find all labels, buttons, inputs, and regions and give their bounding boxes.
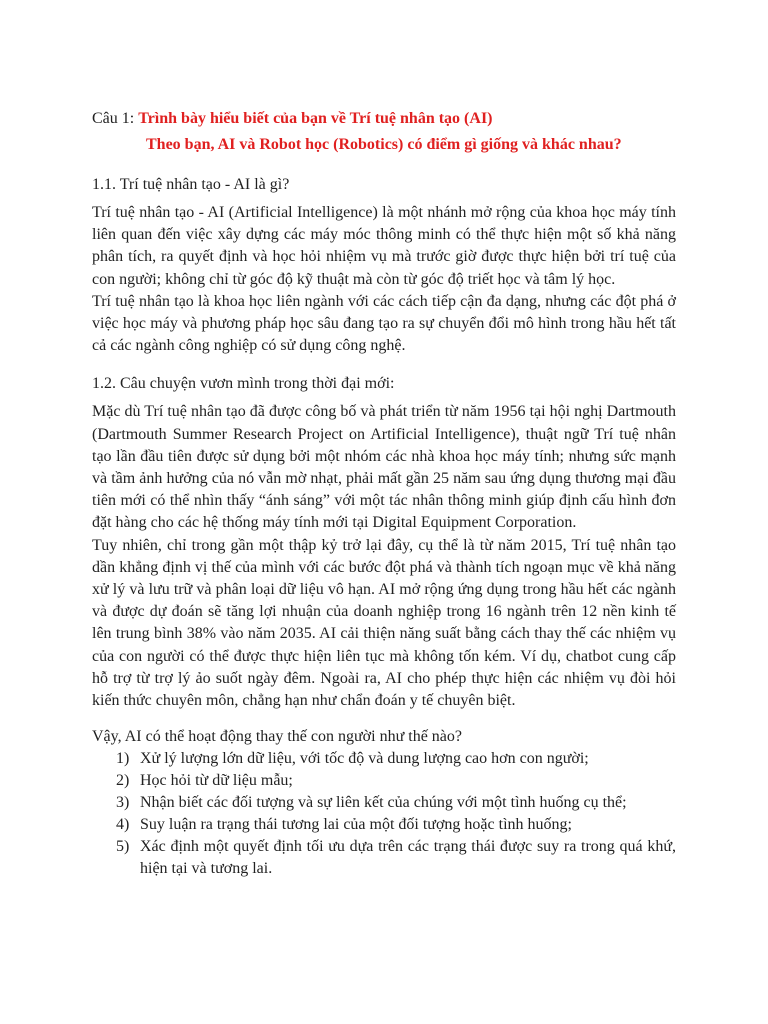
section-1-heading: 1.1. Trí tuệ nhân tạo - AI là gì? [92,176,290,193]
list-item-number: 3) [116,794,130,812]
list-intro: Vậy, AI có thể hoạt động thay thế con người như thế nào? [92,728,463,746]
list-item-text: Xác định một quyết định tối ưu dựa trên các trạng thái được suy ra trong quá khứ, hiện tại và tương lai. [140,838,676,878]
question-title [92,106,676,132]
question-line-2: Theo bạn, AI và Robot học (Robotics) có điểm gì giống và khác nhau? [146,136,622,153]
capabilities-list [92,748,676,880]
list-item-text: Nhận biết các đối tượng và sự liên kết của chúng với một tình huống cụ thể; [140,794,627,812]
section-1-paragraph-2: Trí tuệ nhân tạo là khoa học liên ngành với các cách tiếp cận đa dạng, nhưng các đột phá ở việc học máy và phương pháp học sâu đang tạo ra sự chuyển đổi mô hình trong hầu hết tất cả các ngành công nghiệp có sử dụng công nghệ. [92,292,676,355]
question-number: Câu 1: [92,110,139,127]
list-item-text: Suy luận ra trạng thái tương lai của một đối tượng hoặc tình huống; [140,816,572,834]
list-item-number: 2) [116,772,130,790]
list-item [92,792,676,814]
section-2-paragraph-2: Tuy nhiên, chỉ trong gần một thập kỷ trở lại đây, cụ thể là từ năm 2015, Trí tuệ nhân tạo dần khẳng định vị thế của mình với các bước đột phá và thành tích ngoạn mục về khả năng xử lý và lưu trữ và phân loại dữ liệu vô hạn. AI mở rộng ứng dụng trong hầu hết các ngành và được dự đoán sẽ tăng lợi nhuận của doanh nghiệp trong 16 ngành trên 12 nền kinh tế lên trung bình 38% vào năm 2035. AI cải thiện năng suất bằng cách thay thế các nhiệm vụ của con người có thể được thực hiện liên tục mà không tốn kém. Ví dụ, chatbot cung cấp hỗ trợ từ trợ lý ảo suốt ngày đêm. Ngoài ra, AI cho phép thực hiện các nhiệm vụ đòi hỏi kiến thức chuyên môn, chẳng hạn như chẩn đoán y tế chuyên biệt. [92,536,676,710]
question-line-1: Trình bày hiểu biết của bạn về Trí tuệ nhân tạo (AI) [138,110,493,127]
list-item [92,770,676,792]
section-2-heading: 1.2. Câu chuyện vươn mình trong thời đại mới: [92,375,395,393]
list-item [92,748,676,770]
list-item-text: Học hỏi từ dữ liệu mẫu; [140,772,293,790]
list-item [92,836,676,880]
list-item-number: 4) [116,816,130,834]
list-item-text: Xử lý lượng lớn dữ liệu, với tốc độ và dung lượng cao hơn con người; [140,750,589,768]
list-item [92,814,676,836]
section-2-paragraph-1: Mặc dù Trí tuệ nhân tạo đã được công bố và phát triển từ năm 1956 tại hội nghị Dartmouth (Dartmouth Summer Research Project on Artificial Intelligence), thuật ngữ Trí tuệ nhân tạo lần đầu tiên được sử dụng bởi một nhóm các nhà khoa học máy tính; nhưng sức mạnh và tầm ảnh hưởng của nó vẫn mờ nhạt, phải mất gần 25 năm sau ứng dụng thương mại đầu tiên mới có thể nhìn thấy “ánh sáng” với một tác nhân thông minh giúp định cấu hình đơn đặt hàng cho các hệ thống máy tính mới tại Digital Equipment Corporation. [92,403,676,532]
list-item-number: 5) [116,838,130,856]
section-1-paragraph-1: Trí tuệ nhân tạo - AI (Artificial Intelligence) là một nhánh mở rộng của khoa học máy tính liên quan đến việc xây dựng các máy móc thông minh có thể thực hiện một số khả năng phân tích, ra quyết định và học hỏi nhiệm vụ mà trước giờ được thực hiện bởi trí tuệ của con người; không chỉ từ góc độ kỹ thuật mà còn từ góc độ triết học và tâm lý học. [92,204,676,288]
list-item-number: 1) [116,750,130,768]
question-subtitle [92,132,676,158]
